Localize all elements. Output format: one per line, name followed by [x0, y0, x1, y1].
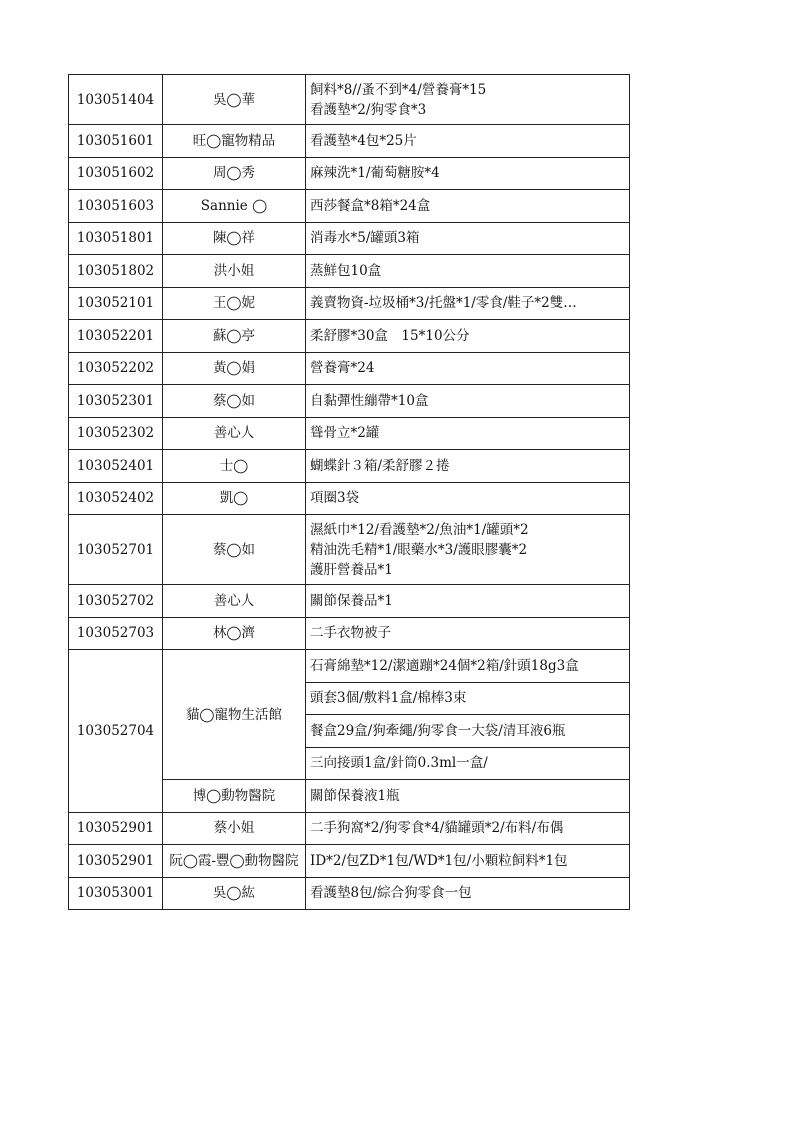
items-cell: [306, 482, 630, 515]
item-line: 二手狗窩*2/狗零食*4/貓罐頭*2/布料/布偶: [310, 820, 564, 837]
table-row: [69, 255, 630, 288]
items-cell: [306, 385, 630, 418]
record-id: 103051404: [69, 75, 163, 125]
donor-name: 周◯秀: [163, 157, 306, 190]
items-cell: [306, 585, 630, 618]
record-id: 103052202: [69, 352, 163, 385]
items-cell: [306, 682, 630, 715]
record-id: 103052402: [69, 482, 163, 515]
item-line: 看護墊*2/狗零食*3: [310, 101, 427, 118]
record-id: 103053001: [69, 877, 163, 910]
table-row: [69, 125, 630, 158]
table-row: [69, 157, 630, 190]
donor-name: 旺◯寵物精品: [163, 125, 306, 158]
item-line: 消毒水*5/罐頭3箱: [310, 230, 420, 247]
item-line: 西莎餐盒*8箱*24盒: [310, 197, 431, 214]
record-id: 103051802: [69, 255, 163, 288]
donor-name: 王◯妮: [163, 287, 306, 320]
item-line: 自黏彈性繃帶*10盒: [310, 392, 429, 409]
donor-name: 黃◯娟: [163, 352, 306, 385]
donor-name: 吳◯華: [163, 75, 306, 125]
record-id: 103052101: [69, 287, 163, 320]
record-id: 103052704: [69, 650, 163, 813]
table-row: [69, 515, 630, 585]
donor-name: 博◯動物醫院: [163, 780, 306, 813]
table-row: [69, 385, 630, 418]
item-line: 看護墊*4包*25片: [310, 132, 417, 149]
items-cell: [306, 515, 630, 585]
record-id: 103052701: [69, 515, 163, 585]
donor-name: 貓◯寵物生活館: [163, 650, 306, 780]
table-row: [69, 877, 630, 910]
record-id: 103052703: [69, 617, 163, 650]
donor-name: 阮◯霞-豐◯動物醫院: [163, 845, 306, 878]
item-line: 護肝營養品*1: [310, 561, 393, 578]
items-cell: [306, 780, 630, 813]
items-cell: [306, 417, 630, 450]
donor-name: 蔡◯如: [163, 385, 306, 418]
items-cell: [306, 222, 630, 255]
items-cell: [306, 255, 630, 288]
donor-name: Sannie ◯: [163, 190, 306, 223]
table-row: [69, 287, 630, 320]
record-id: 103052702: [69, 585, 163, 618]
items-cell: [306, 747, 630, 780]
item-line: 柔舒膠*30盒 15*10公分: [310, 327, 470, 344]
item-line: 蝴蝶針３箱/柔舒膠２捲: [310, 457, 450, 474]
item-line: 營養膏*24: [310, 360, 375, 377]
table-row: [69, 650, 630, 683]
record-id: 103051601: [69, 125, 163, 158]
donor-name: 士◯: [163, 450, 306, 483]
table-row: [69, 190, 630, 223]
item-line: ID*2/包ZD*1包/WD*1包/小顆粒飼料*1包: [310, 852, 568, 869]
record-id: 103051603: [69, 190, 163, 223]
record-id: 103052401: [69, 450, 163, 483]
item-line: 義賣物資-垃圾桶*3/托盤*1/零食/鞋子*2雙…: [310, 295, 577, 312]
item-line: 石膏綿墊*12/潔適蹦*24個*2箱/針頭18g3盒: [310, 657, 579, 674]
items-cell: [306, 125, 630, 158]
table-row: [69, 320, 630, 353]
item-line: 三向接頭1盒/針筒0.3ml一盒/: [310, 755, 488, 772]
table-row: [69, 585, 630, 618]
record-id: 103051602: [69, 157, 163, 190]
items-cell: [306, 715, 630, 748]
items-cell: [306, 812, 630, 845]
item-line: 飼料*8//蚤不到*4/營養膏*15: [310, 81, 487, 98]
donation-table-body: [69, 75, 630, 910]
table-row: [69, 845, 630, 878]
items-cell: [306, 320, 630, 353]
items-cell: [306, 75, 630, 125]
table-row: [69, 617, 630, 650]
item-line: 精油洗毛精*1/眼藥水*3/護眼膠囊*2: [310, 541, 528, 558]
item-line: 關節保養品*1: [310, 592, 393, 609]
donor-name: 洪小姐: [163, 255, 306, 288]
item-line: 項圈3袋: [310, 490, 360, 507]
record-id: 103052302: [69, 417, 163, 450]
items-cell: [306, 617, 630, 650]
donor-name: 吳◯紘: [163, 877, 306, 910]
table-row: [69, 450, 630, 483]
items-cell: [306, 450, 630, 483]
donor-name: 善心人: [163, 417, 306, 450]
items-cell: [306, 877, 630, 910]
table-row: [69, 417, 630, 450]
item-line: 二手衣物被子: [310, 625, 391, 642]
donor-name: 凱◯: [163, 482, 306, 515]
items-cell: [306, 845, 630, 878]
table-row: [69, 352, 630, 385]
items-cell: [306, 287, 630, 320]
record-id: 103052201: [69, 320, 163, 353]
donor-name: 蔡小姐: [163, 812, 306, 845]
item-line: 蒸鮮包10盒: [310, 262, 382, 279]
record-id: 103051801: [69, 222, 163, 255]
table-row: [69, 222, 630, 255]
donor-name: 蔡◯如: [163, 515, 306, 585]
donor-name: 蘇◯亭: [163, 320, 306, 353]
items-cell: [306, 650, 630, 683]
item-line: 關節保養液1瓶: [310, 787, 400, 804]
items-cell: [306, 190, 630, 223]
record-id: 103052901: [69, 845, 163, 878]
items-cell: [306, 157, 630, 190]
record-id: 103052301: [69, 385, 163, 418]
table-row: [69, 812, 630, 845]
item-line: 麻辣洗*1/葡萄糖胺*4: [310, 165, 440, 182]
table-row: [69, 75, 630, 125]
donor-name: 善心人: [163, 585, 306, 618]
item-line: 濕紙巾*12/看護墊*2/魚油*1/罐頭*2: [310, 521, 529, 538]
items-cell: [306, 352, 630, 385]
item-line: 聳骨立*2罐: [310, 425, 380, 442]
donor-name: 陳◯祥: [163, 222, 306, 255]
item-line: 看護墊8包/綜合狗零食一包: [310, 885, 472, 902]
record-id: 103052901: [69, 812, 163, 845]
donor-name: 林◯濟: [163, 617, 306, 650]
donation-table: [68, 74, 630, 910]
table-row: [69, 482, 630, 515]
item-line: 餐盒29盒/狗牽繩/狗零食一大袋/清耳液6瓶: [310, 722, 566, 739]
item-line: 頭套3個/敷料1盒/棉棒3束: [310, 690, 467, 707]
